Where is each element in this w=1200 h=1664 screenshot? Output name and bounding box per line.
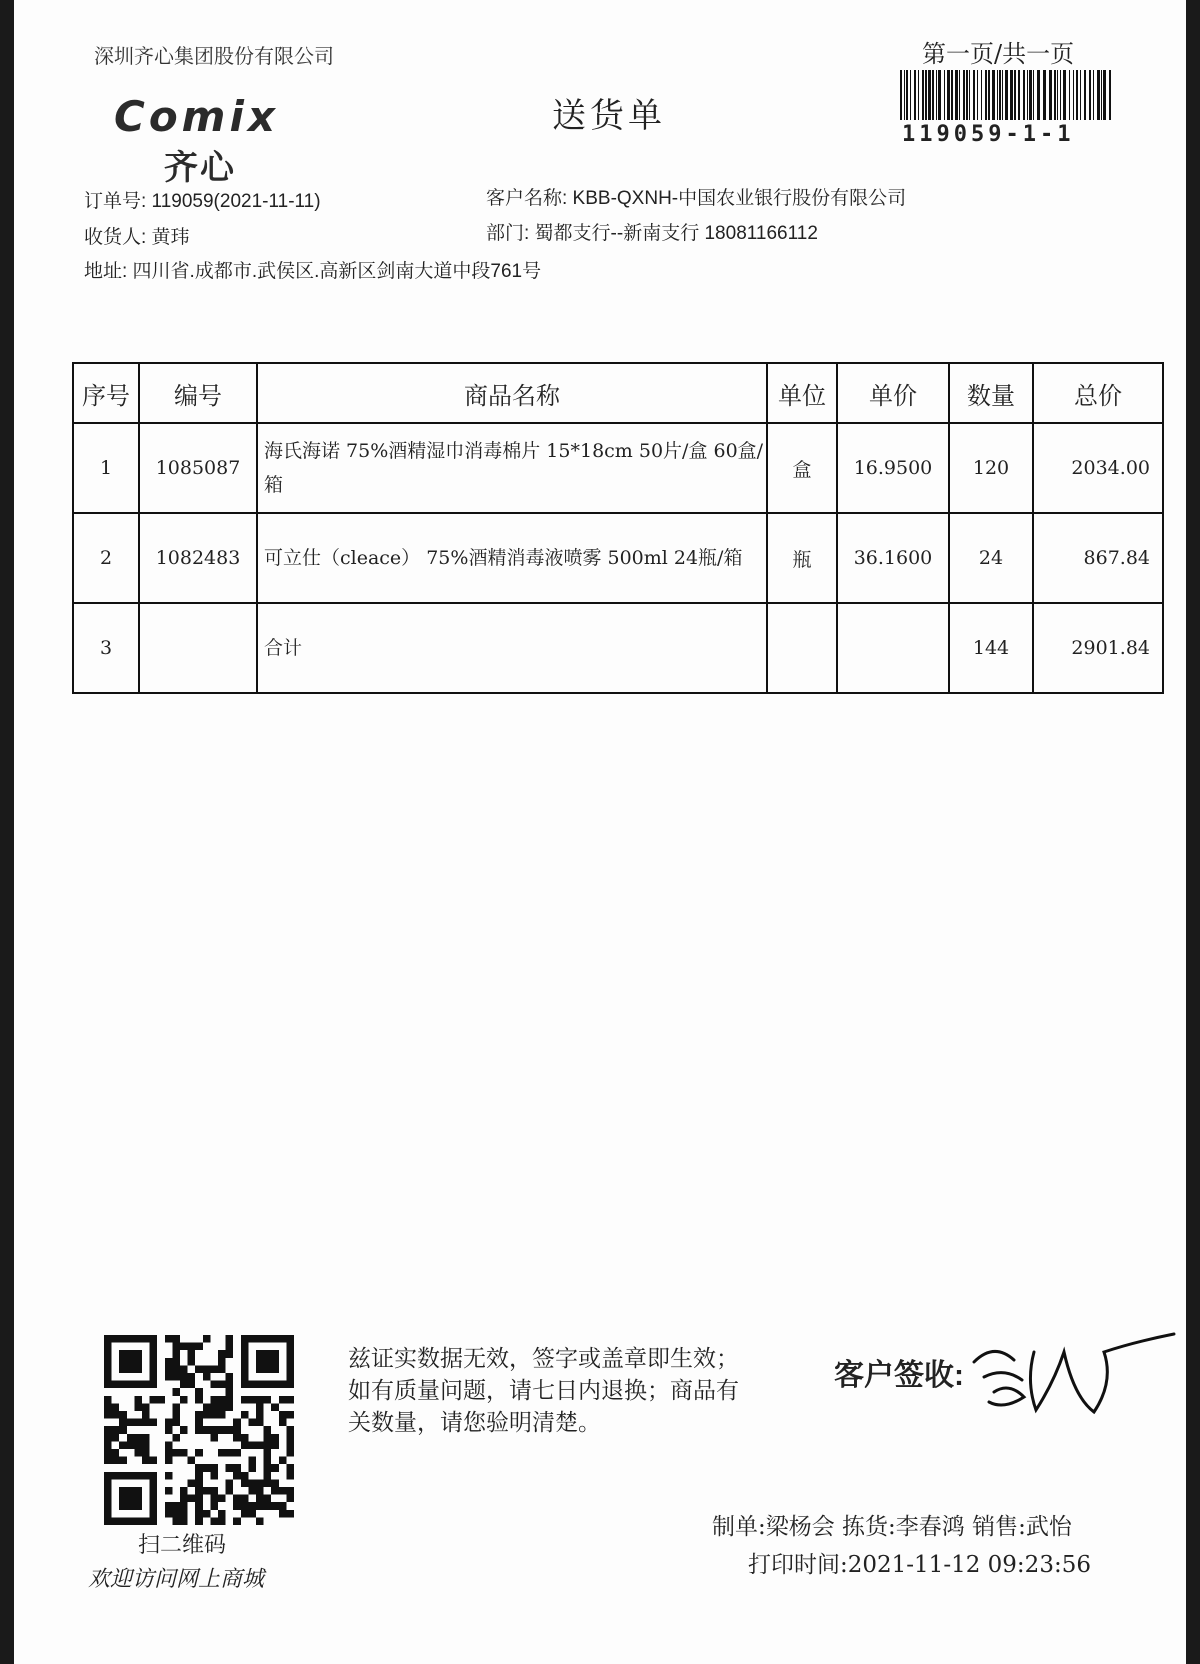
header-no: 序号	[73, 363, 139, 423]
cell-qty: 24	[949, 513, 1033, 603]
notice-text: 兹证实数据无效，签字或盖章即生效；如有质量问题，请七日内退换；商品有关数量，请您验明清楚。	[348, 1345, 739, 1435]
header-unit: 单位	[767, 363, 837, 423]
address: 地址: 四川省.成都市.武侯区.高新区剑南大道中段761号	[84, 261, 542, 282]
cell-qty: 120	[949, 423, 1033, 513]
table-row-total	[73, 603, 1163, 693]
customer-name: 客户名称: KBB-QXNH-中国农业银行股份有限公司	[486, 188, 907, 209]
cell-unit: 瓶	[767, 513, 837, 603]
customer-signature-label: 客户签收:	[834, 1359, 964, 1392]
header-price: 单价	[837, 363, 949, 423]
logo-text-en: Comix	[114, 92, 279, 141]
header-product-name: 商品名称	[257, 363, 767, 423]
header-code: 编号	[139, 363, 257, 423]
print-time: 打印时间:2021-11-12 09:23:56	[748, 1552, 1091, 1578]
cell-qty: 144	[949, 603, 1033, 693]
receiver: 收货人: 黄玮	[84, 227, 190, 248]
header-qty: 数量	[949, 363, 1033, 423]
cell-product-name: 可立仕（cleace） 75%酒精消毒液喷雾 500ml 24瓶/箱	[257, 513, 767, 603]
order-number: 订单号: 119059(2021-11-11)	[84, 191, 321, 212]
qr-code-icon	[104, 1335, 294, 1525]
cell-no: 3	[73, 603, 139, 693]
cell-no: 1	[73, 423, 139, 513]
page-info: 第一页/共一页	[922, 40, 1075, 68]
logo-text-cn: 齐心	[164, 149, 236, 187]
cell-total: 867.84	[1033, 513, 1163, 603]
cell-no: 2	[73, 513, 139, 603]
barcode-icon	[900, 70, 1114, 120]
cell-product-name: 合计	[257, 603, 767, 693]
department: 部门: 蜀都支行--新南支行 18081166112	[486, 223, 818, 244]
cell-price	[837, 603, 949, 693]
header-total: 总价	[1033, 363, 1163, 423]
table-header-row	[73, 363, 1163, 423]
cell-code: 1082483	[139, 513, 257, 603]
comix-logo	[114, 92, 279, 187]
items-table	[72, 362, 1164, 694]
staff-info: 制单:梁杨会 拣货:李春鸿 销售:武怡	[712, 1514, 1072, 1540]
cell-product-name: 海氏海诺 75%酒精湿巾消毒棉片 15*18cm 50片/盒 60盒/箱	[257, 423, 767, 513]
cell-code	[139, 603, 257, 693]
signature-icon	[964, 1322, 1184, 1422]
qr-caption: 扫二维码	[138, 1533, 227, 1558]
table-row	[73, 423, 1163, 513]
cell-unit	[767, 603, 837, 693]
cell-total: 2034.00	[1033, 423, 1163, 513]
cell-code: 1085087	[139, 423, 257, 513]
cell-price: 16.9500	[837, 423, 949, 513]
page-title: 送货单	[552, 97, 666, 135]
company-name: 深圳齐心集团股份有限公司	[94, 46, 334, 68]
cell-unit: 盒	[767, 423, 837, 513]
delivery-note	[14, 0, 1186, 1664]
barcode-number: 119059-1-1	[902, 122, 1075, 147]
cell-price: 36.1600	[837, 513, 949, 603]
table-row	[73, 513, 1163, 603]
qr-caption-mall: 欢迎访问网上商城	[88, 1567, 265, 1592]
cell-total: 2901.84	[1033, 603, 1163, 693]
